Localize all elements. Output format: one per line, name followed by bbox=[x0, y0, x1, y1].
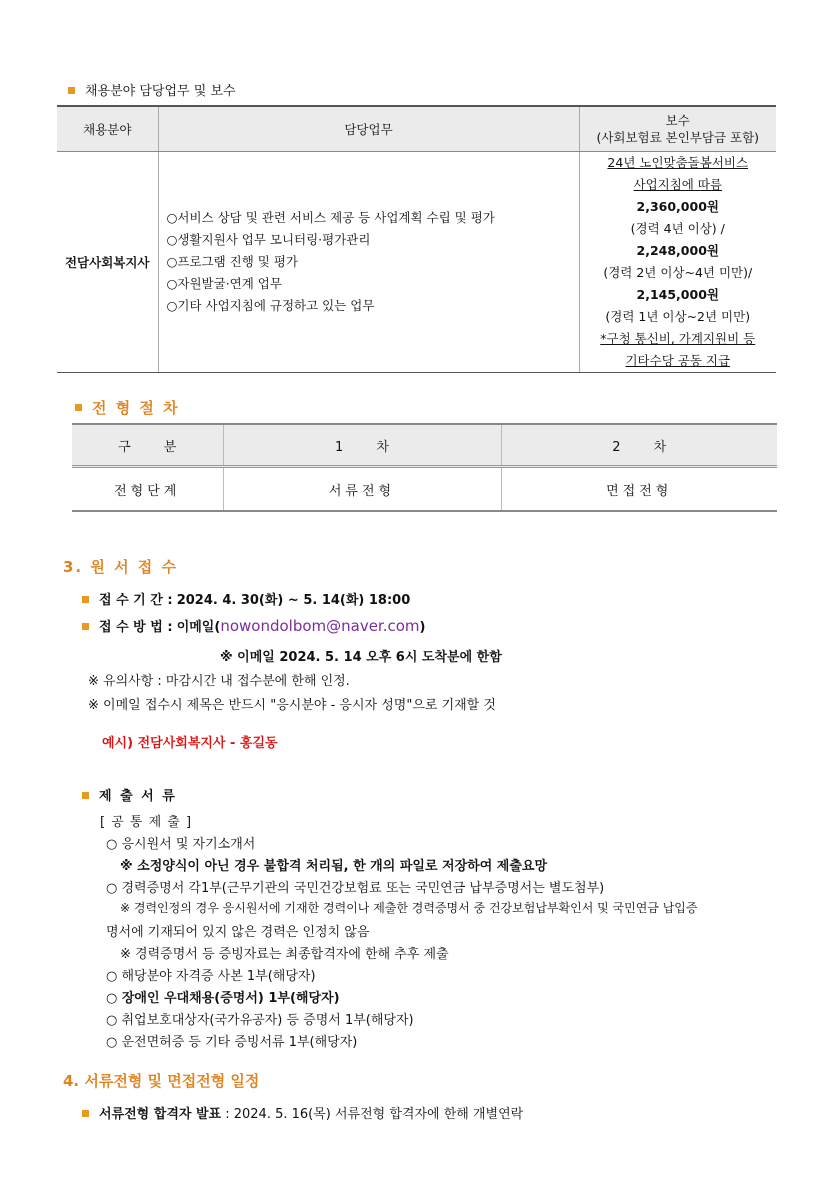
pay-table bbox=[57, 105, 776, 373]
docs-common-label: [ 공 통 제 출 ] bbox=[100, 815, 193, 830]
doc-note: ※ 경력인정의 경우 응시원서에 기재한 경력이나 제출한 경력증명서 중 건강보험납부확인서 및 국민연금 납입증 bbox=[120, 901, 698, 915]
doc-item: ○ 응시원서 및 자기소개서 bbox=[106, 837, 256, 852]
header-round-2: 2 차 bbox=[501, 424, 777, 467]
email-notice: ※ 이메일 2024. 5. 14 오후 6시 도착분에 한함 bbox=[220, 650, 502, 665]
duty-item: ○기타 사업지침에 규정하고 있는 업무 bbox=[166, 298, 375, 313]
pay-amount: 2,145,000원 bbox=[636, 287, 719, 302]
duty-item: ○프로그램 진행 및 평가 bbox=[166, 254, 299, 269]
selection-table bbox=[72, 423, 777, 512]
bullet-square-icon bbox=[82, 596, 89, 603]
doc-item: ○ 운전면허증 등 기타 증빙서류 1부(해당자) bbox=[106, 1035, 358, 1050]
row-label: 전형단계 bbox=[72, 467, 223, 512]
duty-item: ○서비스 상담 및 관련 서비스 제공 등 사업계획 수립 및 평가 bbox=[166, 210, 495, 225]
duties-cell bbox=[158, 152, 579, 373]
header-duties: 담당업무 bbox=[158, 106, 579, 152]
pay-amount: 2,360,000원 bbox=[636, 199, 719, 214]
section-4-title: 4. 서류전형 및 면접전형 일정 bbox=[63, 1072, 260, 1090]
stage-1: 서류전형 bbox=[223, 467, 501, 512]
pay-amount: 2,248,000원 bbox=[636, 243, 719, 258]
bullet-square-icon bbox=[82, 1110, 89, 1117]
selection-heading: 전 형 절 차 bbox=[75, 397, 180, 418]
bullet-square-icon bbox=[68, 87, 75, 94]
doc-item: ○ 장애인 우대채용(증명서) 1부(해당자) bbox=[106, 991, 340, 1006]
period-line: 접 수 기 간 : 2024. 4. 30(화) ~ 5. 14(화) 18:00 bbox=[82, 589, 410, 608]
email-link[interactable]: nowondolbom@naver.com bbox=[220, 617, 420, 635]
doc-note: ※ 경력증명서 등 증빙자료는 최종합격자에 한해 추후 제출 bbox=[120, 947, 449, 962]
method-line: 접 수 방 법 : 이메일(nowondolbom@naver.com) bbox=[82, 616, 425, 635]
doc-item: ○ 취업보호대상자(국가유공자) 등 증명서 1부(해당자) bbox=[106, 1013, 414, 1028]
bullet-square-icon bbox=[82, 623, 89, 630]
header-round-1: 1 차 bbox=[223, 424, 501, 467]
header-category: 구 분 bbox=[72, 424, 223, 467]
docs-heading: 제 출 서 류 bbox=[82, 785, 177, 804]
duty-item: ○생활지원사 업무 모니터링·평가관리 bbox=[166, 232, 371, 247]
example-text: 예시) 전담사회복지사 - 홍길동 bbox=[102, 736, 278, 751]
duty-item: ○자원발굴·연계 업무 bbox=[166, 276, 282, 291]
stage-2: 면접전형 bbox=[501, 467, 777, 512]
bullet-square-icon bbox=[82, 792, 89, 799]
section-3-title: 3. 원 서 접 수 bbox=[63, 558, 178, 576]
doc-note: 명서에 기재되어 있지 않은 경력은 인정치 않음 bbox=[106, 925, 370, 940]
header-pay: 보수 (사회보험료 본인부담금 포함) bbox=[579, 106, 776, 152]
doc-item: ○ 해당분야 자격증 사본 1부(해당자) bbox=[106, 969, 316, 984]
bullet-square-icon bbox=[75, 404, 82, 411]
field-cell: 전담사회복지사 bbox=[57, 152, 158, 373]
pay-section-heading: 채용분야 담당업무 및 보수 bbox=[68, 80, 236, 99]
note-caution: ※ 유의사항 : 마감시간 내 접수분에 한해 인정. bbox=[88, 674, 350, 689]
note-subject: ※ 이메일 접수시 제목은 반드시 "응시분야 - 응시자 성명"으로 기재할 것 bbox=[88, 698, 496, 713]
doc-item: ○ 경력증명서 각1부(근무기관의 국민건강보험료 또는 국민연금 납부증명서는 별도첨부) bbox=[106, 881, 605, 896]
pay-cell: 24년 노인맞춤돌봄서비스 사업지침에 따름 2,360,000원 (경력 4년 이상) / 2,248,000원 (경력 2년 이상~4년 미만)/ 2,145,000원 (경력 1년 이상~2년 미만) *구청 통신비, 가계지원비 등 기타수당 공동 지급 bbox=[579, 152, 776, 373]
result-line: 서류전형 합격자 발표 : 2024. 5. 16(목) 서류전형 합격자에 한해 개별연락 bbox=[82, 1103, 523, 1122]
doc-note: ※ 소정양식이 아닌 경우 불합격 처리됨, 한 개의 파일로 저장하여 제출요망 bbox=[120, 859, 548, 874]
header-field: 채용분야 bbox=[57, 106, 158, 152]
